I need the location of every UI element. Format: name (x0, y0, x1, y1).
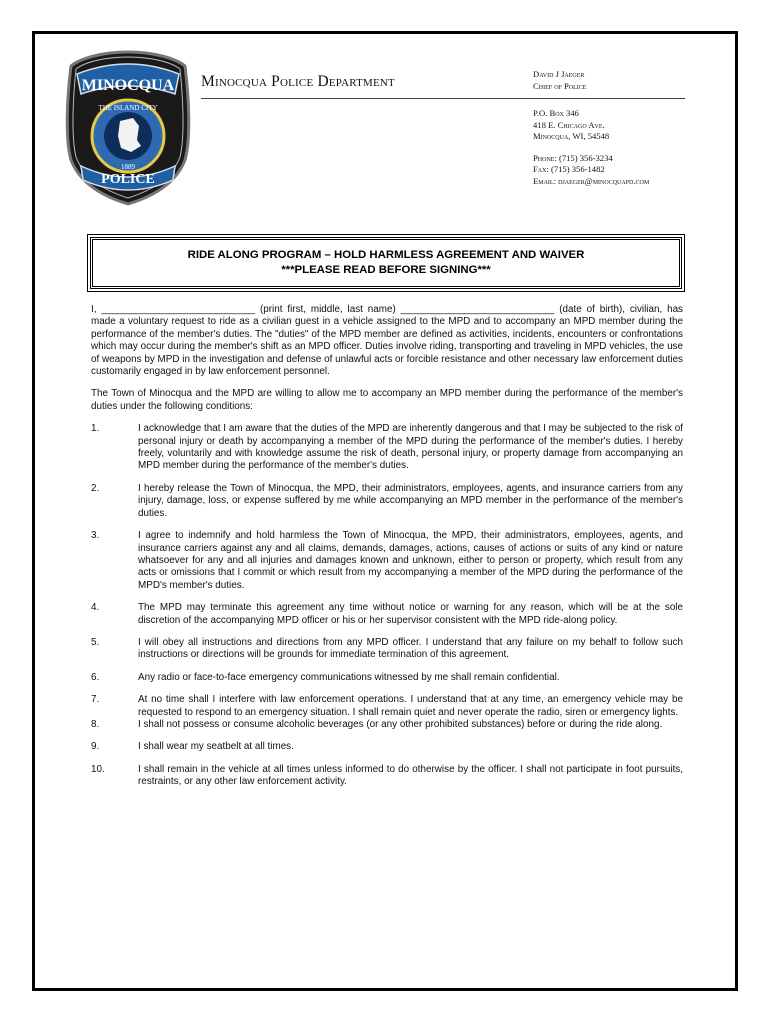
condition-number: 8. (91, 718, 100, 730)
condition-number: 7. (91, 694, 100, 706)
condition-item (91, 741, 683, 753)
condition-item (91, 530, 683, 592)
badge-top-text: MINOCQUA (81, 77, 175, 94)
condition-text: I shall not possess or consume alcoholic beverages (or any other prohibited substances) before or during the ride along. (138, 718, 663, 730)
phone-number: Phone: (715) 356-3234 (533, 152, 613, 163)
condition-text: I shall remain in the vehicle at all times unless informed to do otherwise by the officer. I shall not participate in foot pursuits, restraints, or any other law enforcement activity. (138, 763, 683, 788)
email-address: Email: djaeger@minocquapd.com (533, 175, 650, 186)
chief-title: Chief of Police (533, 80, 587, 91)
condition-item (91, 483, 683, 520)
condition-text: I shall wear my seatbelt at all times. (138, 741, 294, 753)
conditions-intro: The Town of Minocqua and the MPD are willing to allow me to accompany an MPD member during the performance of the member's duties under the following conditions: (91, 388, 683, 412)
condition-number: 4. (91, 602, 100, 614)
city-state-zip: Minocqua, WI, 54548 (533, 131, 610, 141)
condition-text: I hereby release the Town of Minocqua, the MPD, their administrators, employees, agents, and insurance carriers from any injury, damage, loss, or expense suffered by me while accompanying an MPD member in the performance of the member's duties. (138, 482, 683, 519)
department-name: Minocqua Police Department (201, 73, 395, 90)
police-badge-logo (63, 48, 193, 208)
fax-number: Fax: (715) 356-1482 (533, 164, 605, 174)
badge-bottom-text: POLICE (101, 172, 155, 187)
po-box: P.O. Box 346 (533, 108, 579, 118)
badge-ring-text: THE ISLAND CITY (98, 104, 158, 112)
condition-text: The MPD may terminate this agreement any time without notice or warning for any reason, which will be at the sole discretion of the accompanying MPD officer or his or her supervisor consistent with the MPD ride-along policy. (138, 602, 683, 626)
condition-number: 3. (91, 530, 100, 542)
condition-number: 2. (91, 482, 100, 494)
condition-text: Any radio or face-to-face emergency communications witnessed by me shall remain confidential. (138, 671, 560, 683)
street-address: 418 E. Chicago Ave. (533, 119, 605, 130)
document-title: RIDE ALONG PROGRAM – HOLD HARMLESS AGREEMENT AND WAIVER (187, 249, 585, 261)
contact-block (533, 69, 703, 187)
document-subtitle: ***PLEASE READ BEFORE SIGNING*** (281, 264, 491, 276)
condition-text: At no time shall I interfere with law enforcement operations. I understand that at any time, an emergency vehicle may be requested to respond to an emergency situation. I shall remain quiet and never operate the radio, siren or emergency lights. (138, 694, 683, 718)
condition-item (91, 719, 683, 731)
condition-item (91, 764, 683, 789)
agreement-body (91, 304, 683, 799)
chief-name: David J Jaeger (533, 69, 585, 79)
condition-number: 5. (91, 636, 100, 648)
document-page (32, 31, 738, 991)
condition-item (91, 423, 683, 473)
condition-item (91, 694, 683, 719)
condition-text: I acknowledge that I am aware that the duties of the MPD are inherently dangerous and that I may be subjected to the risk of personal injury or death by accompanying a member of the MPD during the performance of the member's duties. I hereby freely, voluntarily and with knowledge assume the risk of death, personal injury, or property damage from accompanying an MPD member during the performance of the member's duties. (138, 423, 683, 472)
intro-paragraph: I, ____________________________ (print first, middle, last name) ____________________________ (date of birth), civilian, has made a voluntary request to ride as a civilian guest in a vehicle assigned to the MPD and to accompany an MPD member during the performance of the member's duties. The "duties" of the MPD member are defined as activities, incidents, encounters or confrontations which may occur during the member's shift as an MPD officer. Duties involve riding, transporting and traveling in MPD vehicles, the use of weapons by MPD in the investigation and defense of unlawful acts or forcible resistance and other necessary law enforcement duties customarily engaged in by law enforcement personnel. (91, 304, 683, 378)
condition-number: 10. (91, 763, 105, 775)
badge-year: 1889 (121, 163, 135, 171)
document-title-box (90, 237, 682, 289)
condition-item (91, 637, 683, 662)
condition-number: 1. (91, 423, 100, 435)
condition-number: 9. (91, 741, 100, 753)
condition-item (91, 672, 683, 684)
condition-number: 6. (91, 671, 100, 683)
condition-text: I will obey all instructions and directions from any MPD officer. I understand that any failure on my behalf to follow such instructions or directions will be grounds for immediate termination of this agreement. (138, 636, 683, 661)
condition-text: I agree to indemnify and hold harmless the Town of Minocqua, the MPD, their administrators, employees, agents, and insurance carriers against any and all claims, demands, damages, actions, causes of actions or suits of any kind or nature whatsoever for any and all injuries and damages known and unknown, either to person or property, which result from any acts or omissions that I commit or which result from my accompanying a member of the MPD during the performance of the MPD's member's duties. (138, 530, 683, 591)
condition-item (91, 602, 683, 627)
